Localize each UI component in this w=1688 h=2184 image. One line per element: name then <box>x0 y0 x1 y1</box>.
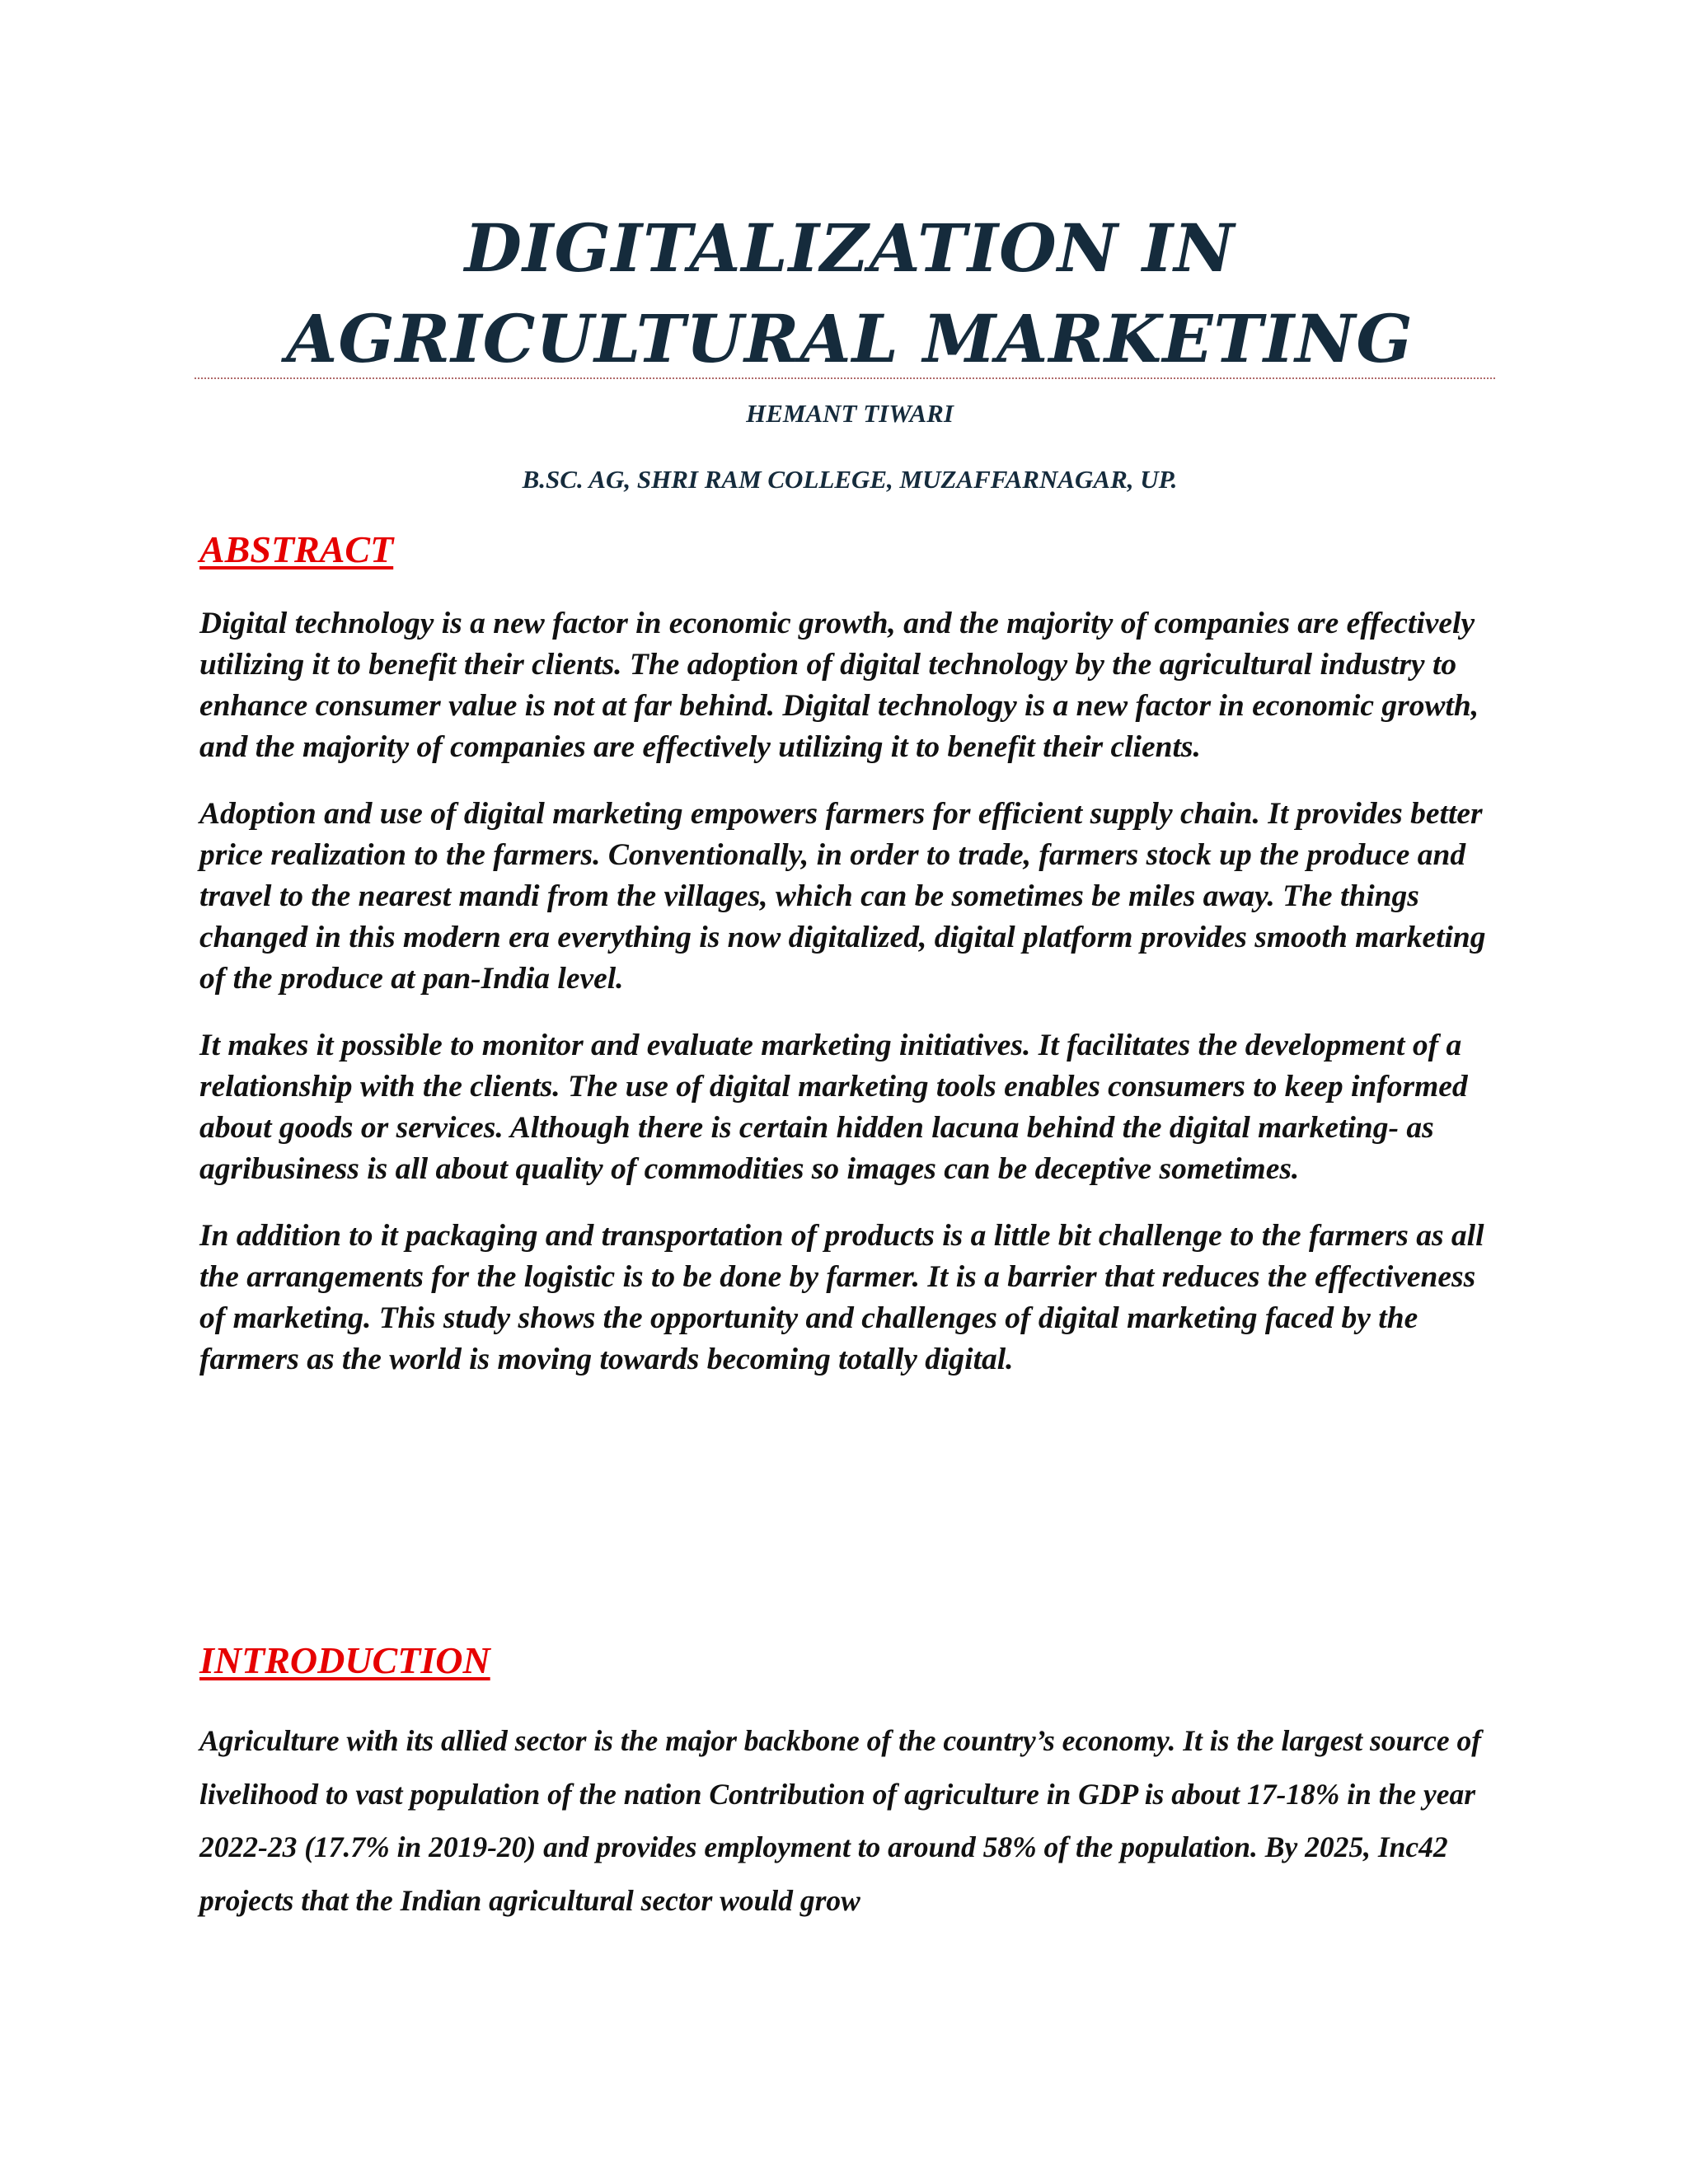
introduction-section <box>199 1714 1500 1927</box>
abstract-section <box>199 603 1500 1406</box>
author-name: HEMANT TIWARI <box>746 399 954 428</box>
paper-title <box>199 203 1500 384</box>
abstract-paragraph-4: In addition to it packaging and transportation of products is a little bit challenge to the farmers as all the arrangements for the logistic is to be done by farmer. It is a barrier that reduces the effectiveness of marketing. This study shows the opportunity and challenges of digital marketing faced by the farmers as the world is moving towards becoming totally digital. <box>199 1219 1484 1376</box>
abstract-heading: ABSTRACT <box>199 528 394 570</box>
author-affiliation: B.SC. AG, SHRI RAM COLLEGE, MUZAFFARNAGAR, UP. <box>522 465 1178 494</box>
paper-title-line-2: AGRICULTURAL MARKETING <box>286 300 1414 377</box>
paper-title-line-1: DIGITALIZATION IN <box>464 209 1236 287</box>
abstract-paragraph-1: Digital technology is a new factor in economic growth, and the majority of companies are effectively utilizing it to benefit their clients. The adoption of digital technology by the agricultural industry to enhance consumer value is not at far behind. Digital technology is a new factor in economic growth, and the majority of companies are effectively utilizing it to benefit their clients. <box>199 607 1479 764</box>
abstract-paragraph-3: It makes it possible to monitor and evaluate marketing initiatives. It facilitates the development of a relationship with the clients. The use of digital marketing tools enables consumers to keep informed about goods or services. Although there is certain hidden lacuna behind the digital marketing- as agribusiness is all about quality of commodities so images can be deceptive sometimes. <box>199 1029 1468 1186</box>
abstract-paragraph-2: Adoption and use of digital marketing empowers farmers for efficient supply chain. It provides better price realization to the farmers. Conventionally, in order to trade, farmers stock up the produce and travel to the nearest mandi from the villages, which can be sometimes be miles away. The things changed in this modern era everything is now digitalized, digital platform provides smooth marketing of the produce at pan-India level. <box>199 797 1486 996</box>
introduction-paragraph: Agriculture with its allied sector is the major backbone of the country’s economy. It is the largest source of livelihood to vast population of the nation Contribution of agriculture in GDP is about 17-18% in the year 2022-23 (17.7% in 2019-20) and provides employment to around 58% of the population. By 2025, Inc42 projects that the Indian agricultural sector would grow <box>199 1724 1482 1917</box>
title-divider <box>195 377 1495 379</box>
introduction-heading: INTRODUCTION <box>199 1639 490 1681</box>
